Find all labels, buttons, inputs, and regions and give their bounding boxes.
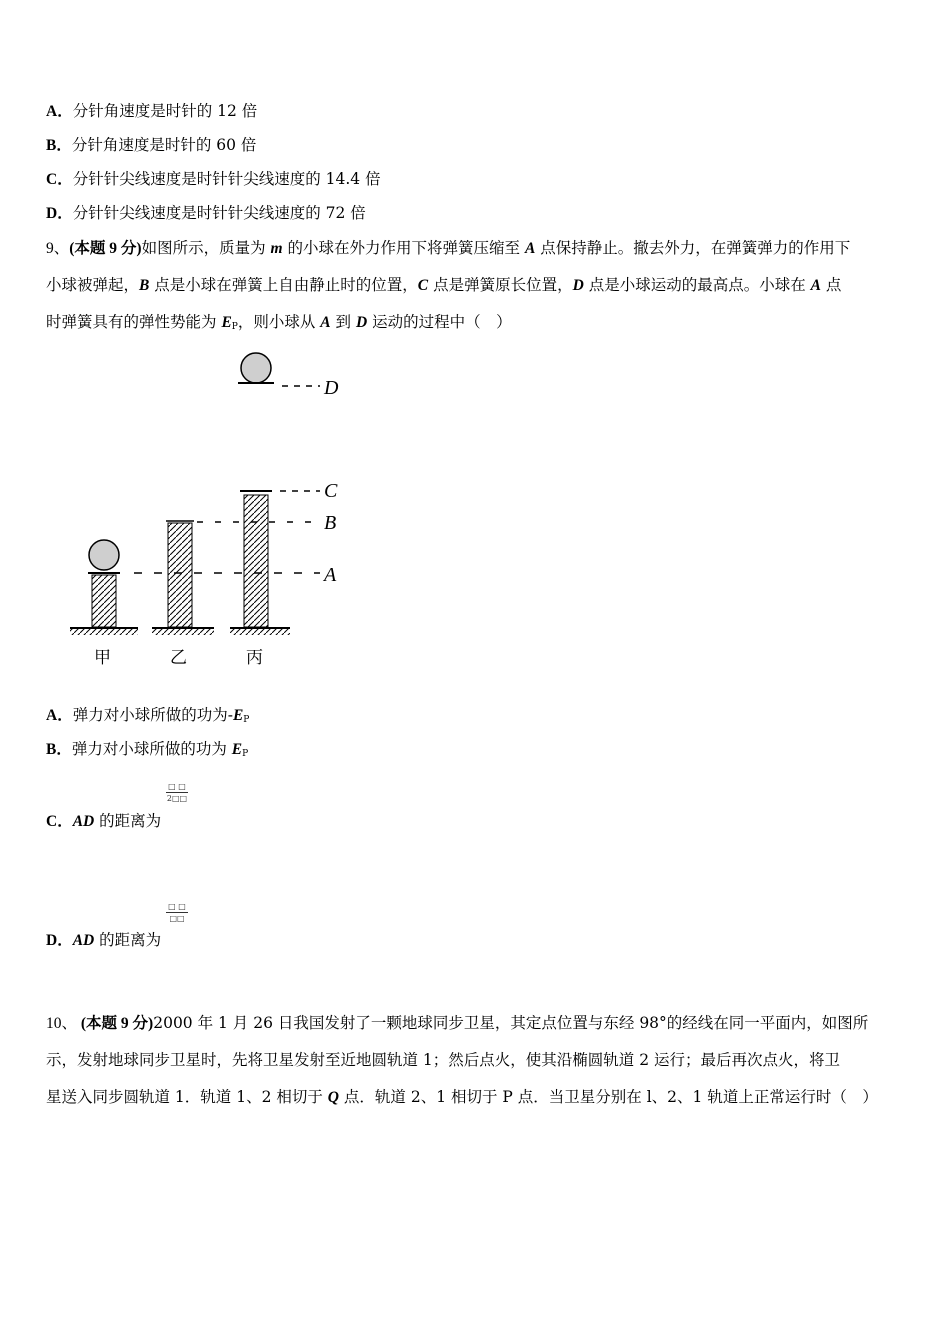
fraction-option-d: □ □ □□: [166, 902, 188, 923]
label-c: C: [324, 480, 338, 502]
caption-jia: 甲: [94, 648, 111, 668]
q9-stem-line-3: 时弹簧具有的弹性势能为 $E_P$，则小球从 A 到 D 运动的过程中（ ）: [46, 313, 512, 332]
q9-option-c: C．AD 的距离为: [46, 812, 162, 830]
ball-at-d: [238, 353, 274, 383]
q8-option-c: C．分针针尖线速度是时针针尖线速度的 14.4 倍: [46, 170, 381, 188]
fraction-option-c: □ □ 2□□: [166, 782, 188, 803]
q9-option-a: A．弹力对小球所做的功为$-E_P$: [46, 706, 250, 725]
q9-option-b: B．弹力对小球所做的功为 $E_P$: [46, 740, 249, 759]
spring-bing: [230, 491, 290, 635]
q9-option-d: D．AD 的距离为: [46, 931, 162, 949]
spring-jia: [70, 540, 138, 635]
caption-yi: 乙: [170, 648, 187, 668]
label-b: B: [324, 512, 337, 534]
q9-stem-line-1: 9、(本题 9 分)如图所示，质量为 m 的小球在外力作用下将弹簧压缩至 A 点保持静止。撤去外力，在弹簧弹力的作用下: [46, 239, 851, 257]
q8-option-b: B．分针角速度是时针的 60 倍: [46, 136, 257, 154]
spring-yi: [152, 521, 214, 635]
q10-stem-line-2: 示，发射地球同步卫星时，先将卫星发射至近地圆轨道 1；然后点火，使其沿椭圆轨道 2 运行；最后再次点火，将卫: [46, 1051, 841, 1069]
spring-figure: [62, 345, 362, 675]
label-d: D: [324, 377, 339, 399]
q8-option-a: A．分针角速度是时针的 12 倍: [46, 102, 258, 120]
q9-stem-line-2: 小球被弹起，B 点是小球在弹簧上自由静止时的位置，C 点是弹簧原长位置，D 点是小球运动的最高点。小球在 A 点: [46, 276, 842, 294]
label-a: A: [324, 564, 337, 586]
q10-stem-line-1: 10、 (本题 9 分)2000 年 1 月 26 日我国发射了一颗地球同步卫星，其定点位置与东经 98°的经线在同一平面内，如图所: [46, 1014, 869, 1032]
caption-bing: 丙: [246, 648, 263, 668]
q8-option-d: D．分针针尖线速度是时针针尖线速度的 72 倍: [46, 204, 366, 222]
q10-stem-line-3: 星送入同步圆轨道 1．轨道 1、2 相切于 Q 点．轨道 2、1 相切于 P 点．当卫星分别在 l、2、1 轨道上正常运行时（ ）: [46, 1088, 878, 1106]
